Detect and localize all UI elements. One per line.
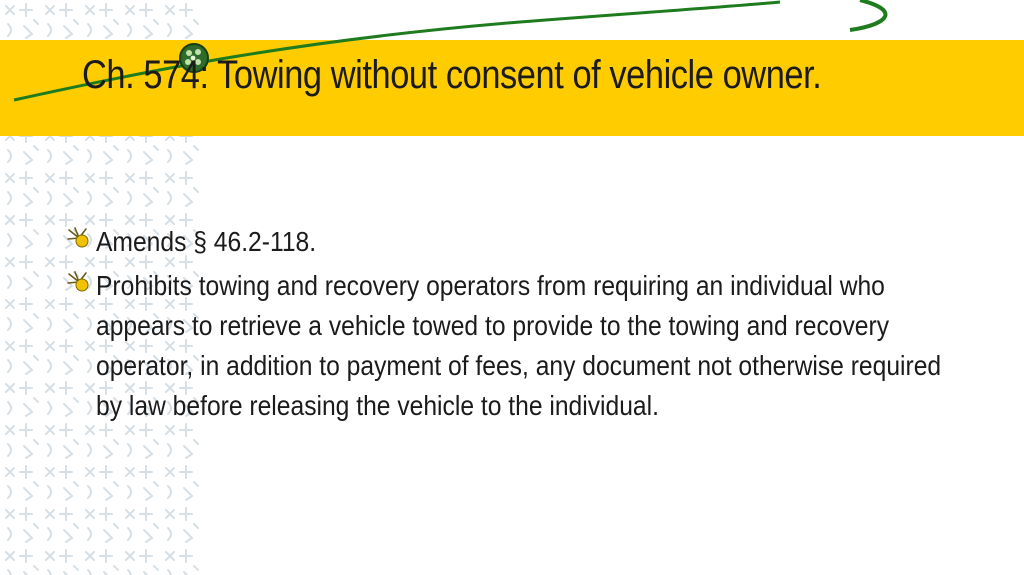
bullet-item bbox=[66, 222, 966, 262]
yellow-star-bullet-icon bbox=[66, 271, 92, 293]
bullet-text: Prohibits towing and recovery operators from requiring an individual who appears to retrieve a vehicle towed to provide to the towing and recovery operator, in addition to payment of fees, any document not otherwise required by law before releasing the vehicle to the individual. bbox=[96, 270, 942, 421]
bullet-text: Amends § 46.2-118. bbox=[96, 226, 317, 257]
yellow-star-bullet-icon bbox=[66, 227, 92, 249]
bullet-item bbox=[66, 266, 966, 426]
bullet-list bbox=[66, 222, 966, 430]
slide-title: Ch. 574: Towing without consent of vehicle owner. bbox=[82, 53, 822, 97]
